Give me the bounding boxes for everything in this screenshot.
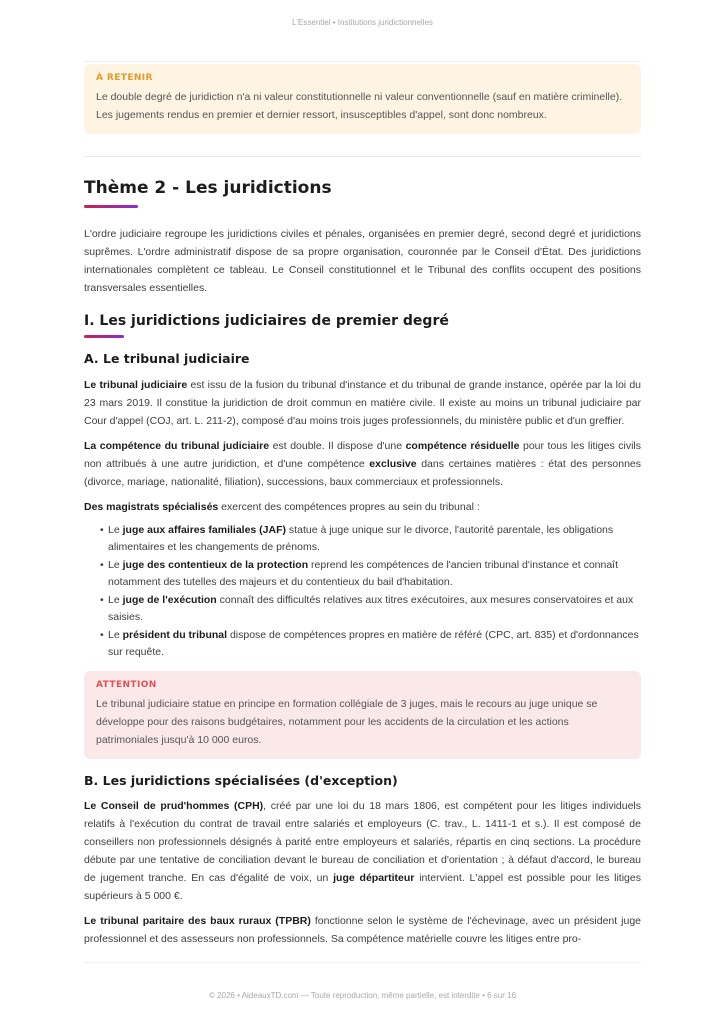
paragraph-tpbr: Le tribunal paritaire des baux ruraux (TPBR) fonctionne selon le système de l'échevinage, avec un président juge professionnel et des assesseurs non professionnels. Sa compétence matérielle couvre les litiges entre pro- xyxy=(84,915,641,945)
title-accent-bar xyxy=(84,205,138,208)
theme-title: Thème 2 - Les juridictions xyxy=(84,178,332,198)
list-item: • Le président du tribunal dispose de compétences propres en matière de référé (CPC, art. 835) et d'ordonnances sur requête. xyxy=(100,627,641,661)
section-1-title: I. Les juridictions judiciaires de premier degré xyxy=(84,313,449,329)
retenir-text: Le double degré de juridiction n'a ni valeur constitutionnelle ni valeur conventionnelle (sauf en matière criminelle). Les jugements rendus en premier et dernier ressort, insusceptibles d'appel, sont donc nombreux. xyxy=(96,91,623,121)
page-content xyxy=(84,62,641,948)
term: exclusive xyxy=(369,458,417,470)
list-item: • Le juge des contentieux de la protection reprend les compétences de l'ancien tribunal d'instance et connaît notamment des tutelles des majeurs et du contentieux du bail d'habitation. xyxy=(100,557,641,591)
page-footer: © 2026 • AideauxTD.com — Toute reproduction, même partielle, est interdite • 6 sur 16 xyxy=(208,991,517,1000)
list-item: • Le juge aux affaires familiales (JAF) statue à juge unique sur le divorce, l'autorité parentale, les obligations alimentaires et les changements de prénoms. xyxy=(100,522,641,556)
magistrats-list xyxy=(100,522,641,661)
term: Le tribunal judiciaire xyxy=(84,379,188,391)
paragraph-competence: La compétence du tribunal judiciaire est double. Il dispose d'une compétence résiduelle pour tous les litiges civils non attribués à une autre juridiction, et d'une compétence exclusive dans certaines matières : état des personnes (divorce, mariage, nationalité, filiation), successions, baux commerciaux et professionnels. xyxy=(84,440,642,488)
paragraph-tribunal-judiciaire: Le tribunal judiciaire est issu de la fusion du tribunal d'instance et du tribunal de grande instance, opérée par la loi du 23 mars 2019. Il constitue la juridiction de droit commun en matière civile. Il existe au moins un tribunal judiciaire par Cour d'appel (COJ, art. L. 211-2), composé d'au moins trois juges professionnels, du ministère public et d'un greffier. xyxy=(84,379,641,427)
term: Le tribunal paritaire des baux ruraux (TPBR) xyxy=(84,915,311,927)
term: compétence résiduelle xyxy=(405,440,520,452)
attention-callout xyxy=(84,671,641,759)
subsection-b-title: B. Les juridictions spécialisées (d'exception) xyxy=(84,773,398,788)
theme-intro: L'ordre judiciaire regroupe les juridictions civiles et pénales, organisées en premier degré, second degré et juridictions suprêmes. L'ordre administratif dispose de sa propre organisation, couronnée par le Conseil d'État. Des juridictions internationales complètent ce tableau. Le Conseil constitutionnel et le Tribunal des conflits occupent des positions transversales essentielles. xyxy=(84,228,641,294)
page-header: L'Essentiel • Institutions juridictionnelles xyxy=(292,18,433,27)
term: juge départiteur xyxy=(333,872,415,884)
paragraph-magistrats: Des magistrats spécialisés exercent des compétences propres au sein du tribunal : xyxy=(84,501,480,513)
retenir-callout xyxy=(84,64,641,134)
term: Le Conseil de prud'hommes (CPH) xyxy=(84,800,264,812)
list-item: • Le juge de l'exécution connaît des difficultés relatives aux titres exécutoires, aux mesures conservatoires et aux saisies. xyxy=(100,592,641,626)
section-divider xyxy=(84,156,641,157)
attention-text: Le tribunal judiciaire statue en principe en formation collégiale de 3 juges, mais le recours au juge unique se développe pour des raisons budgétaires, notamment pour les accidents de la circulation et les actions patrimoniales jusqu'à 10 000 euros. xyxy=(96,698,598,746)
subsection-a-title: A. Le tribunal judiciaire xyxy=(84,351,250,366)
term: Des magistrats spécialisés xyxy=(84,501,219,513)
attention-title: ATTENTION xyxy=(96,680,157,690)
paragraph-prudhommes: Le Conseil de prud'hommes (CPH), créé par une loi du 18 mars 1806, est compétent pour les litiges individuels relatifs à l'exécution du contrat de travail entre salariés et employeurs (C. trav., L. 1411-1 et s.). Il est composé de conseillers non professionnels désignés à parité entre employeurs et salariés, répartis en cinq sections. La procédure débute par une tentative de conciliation devant le bureau de conciliation et d'orientation ; à défaut d'accord, le bureau de jugement tranche. En cas d'égalité de voix, un juge départiteur intervient. L'appel est possible pour les litiges supérieurs à 5 000 €. xyxy=(84,800,642,902)
term: La compétence du tribunal judiciaire xyxy=(84,440,270,452)
footer-divider xyxy=(84,962,641,963)
retenir-title: À RETENIR xyxy=(96,73,153,83)
section-accent-bar xyxy=(84,335,124,338)
